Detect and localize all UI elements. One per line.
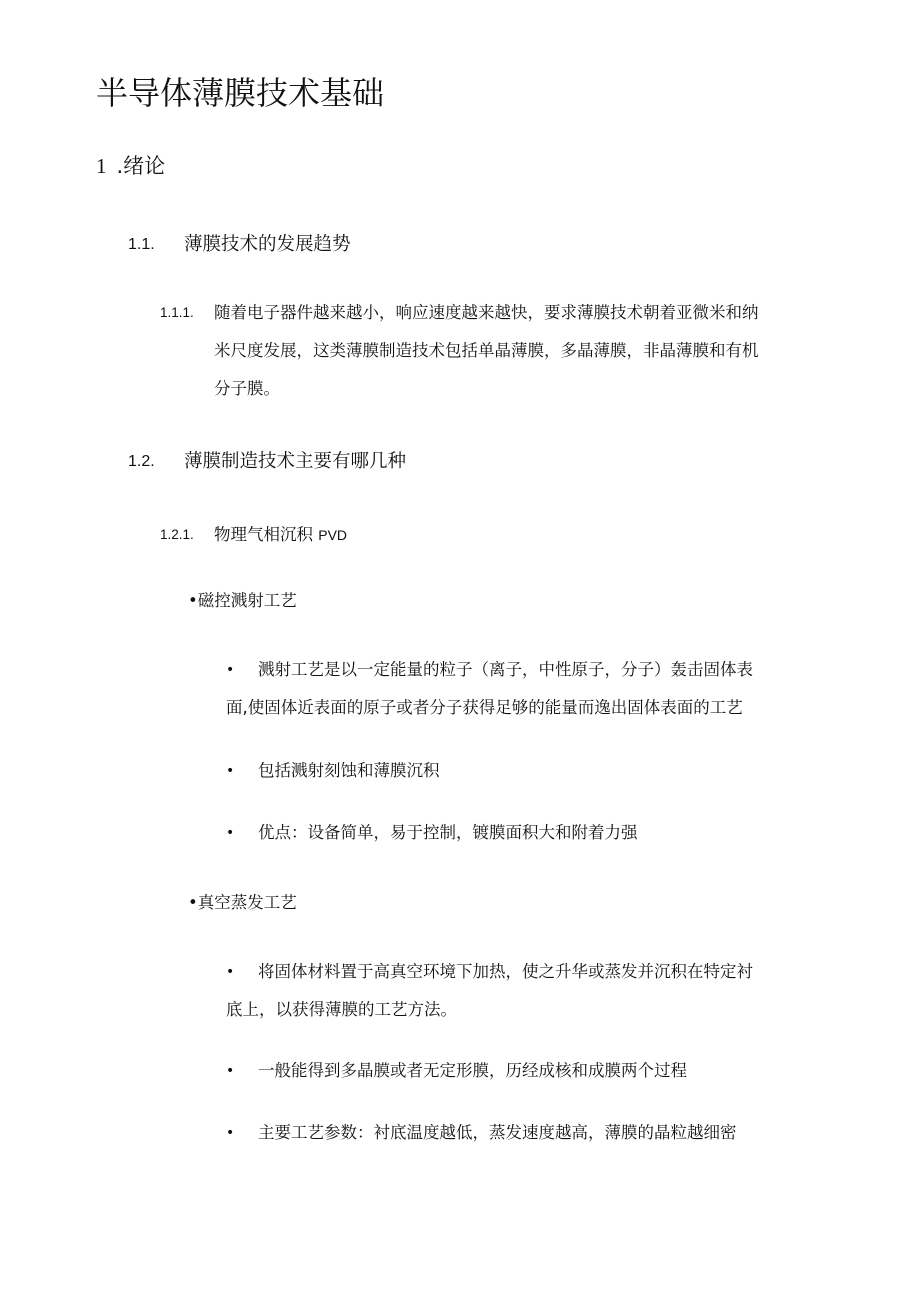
bullet-line: 面,使固体近表面的原子或者分子获得足够的能量而逸出固体表面的工艺 xyxy=(226,698,743,717)
section-title: 薄膜技术的发展趋势 xyxy=(184,234,351,255)
bullet-item xyxy=(226,752,846,790)
bullet-marker: • xyxy=(226,1063,235,1079)
process-heading-sputtering: •磁控溅射工艺 xyxy=(188,591,297,610)
bullet-item xyxy=(226,651,846,727)
subsection-title-1-2-1 xyxy=(214,520,347,550)
bullet-line: 将固体材料置于高真空环境下加热，使之升华或蒸发并沉积在特定衬 xyxy=(258,962,753,981)
bullet-marker: • xyxy=(226,1125,235,1141)
bullet-line: 主要工艺参数：衬底温度越低，蒸发速度越高，薄膜的晶粒越细密 xyxy=(258,1123,737,1142)
chapter-number: 1 xyxy=(96,154,107,178)
chapter-label: .绪论 xyxy=(116,154,166,178)
bullet-line: 溅射工艺是以一定能量的粒子（离子，中性原子，分子）轰击固体表 xyxy=(258,660,753,679)
chapter-heading xyxy=(96,150,165,182)
bullet-item xyxy=(226,814,846,852)
bullet-marker: • xyxy=(226,964,235,980)
subsection-abbrev: PVD xyxy=(318,527,348,543)
bullet-line: 一般能得到多晶膜或者无定形膜，历经成核和成膜两个过程 xyxy=(258,1061,687,1080)
bullet-marker: • xyxy=(226,662,235,678)
bullet-line: 优点：设备简单，易于控制，镀膜面积大和附着力强 xyxy=(258,823,638,842)
bullet-item xyxy=(226,953,846,1029)
section-title: 薄膜制造技术主要有哪几种 xyxy=(184,451,407,472)
bullet-line: 包括溅射刻蚀和薄膜沉积 xyxy=(258,761,440,780)
process-heading-evaporation: •真空蒸发工艺 xyxy=(188,893,297,912)
subsection-number-1-1-1: 1.1.1. xyxy=(160,305,194,320)
subsection-number-1-2-1: 1.2.1. xyxy=(160,527,194,542)
bullet-marker: • xyxy=(226,825,235,841)
subsection-text: 物理气相沉积 xyxy=(214,525,313,544)
section-number: 1.1. xyxy=(128,236,155,253)
section-heading-1-1 xyxy=(128,230,528,260)
bullet-line: 底上，以获得薄膜的工艺方法。 xyxy=(226,1000,457,1019)
section-number: 1.2. xyxy=(128,453,155,470)
paragraph-line: 随着电子器件越来越小，响应速度越来越快，要求薄膜技术朝着亚微米和纳 xyxy=(214,303,759,322)
paragraph-line: 分子膜。 xyxy=(214,379,280,398)
bullet-marker: • xyxy=(226,763,235,779)
bullet-item xyxy=(226,1052,846,1090)
subsection-paragraph-1-1-1 xyxy=(214,294,854,408)
document-title: 半导体薄膜技术基础 xyxy=(96,74,385,112)
bullet-item xyxy=(226,1114,846,1152)
paragraph-line: 米尺度发展，这类薄膜制造技术包括单晶薄膜，多晶薄膜，非晶薄膜和有机 xyxy=(214,341,759,360)
section-heading-1-2 xyxy=(128,447,548,477)
